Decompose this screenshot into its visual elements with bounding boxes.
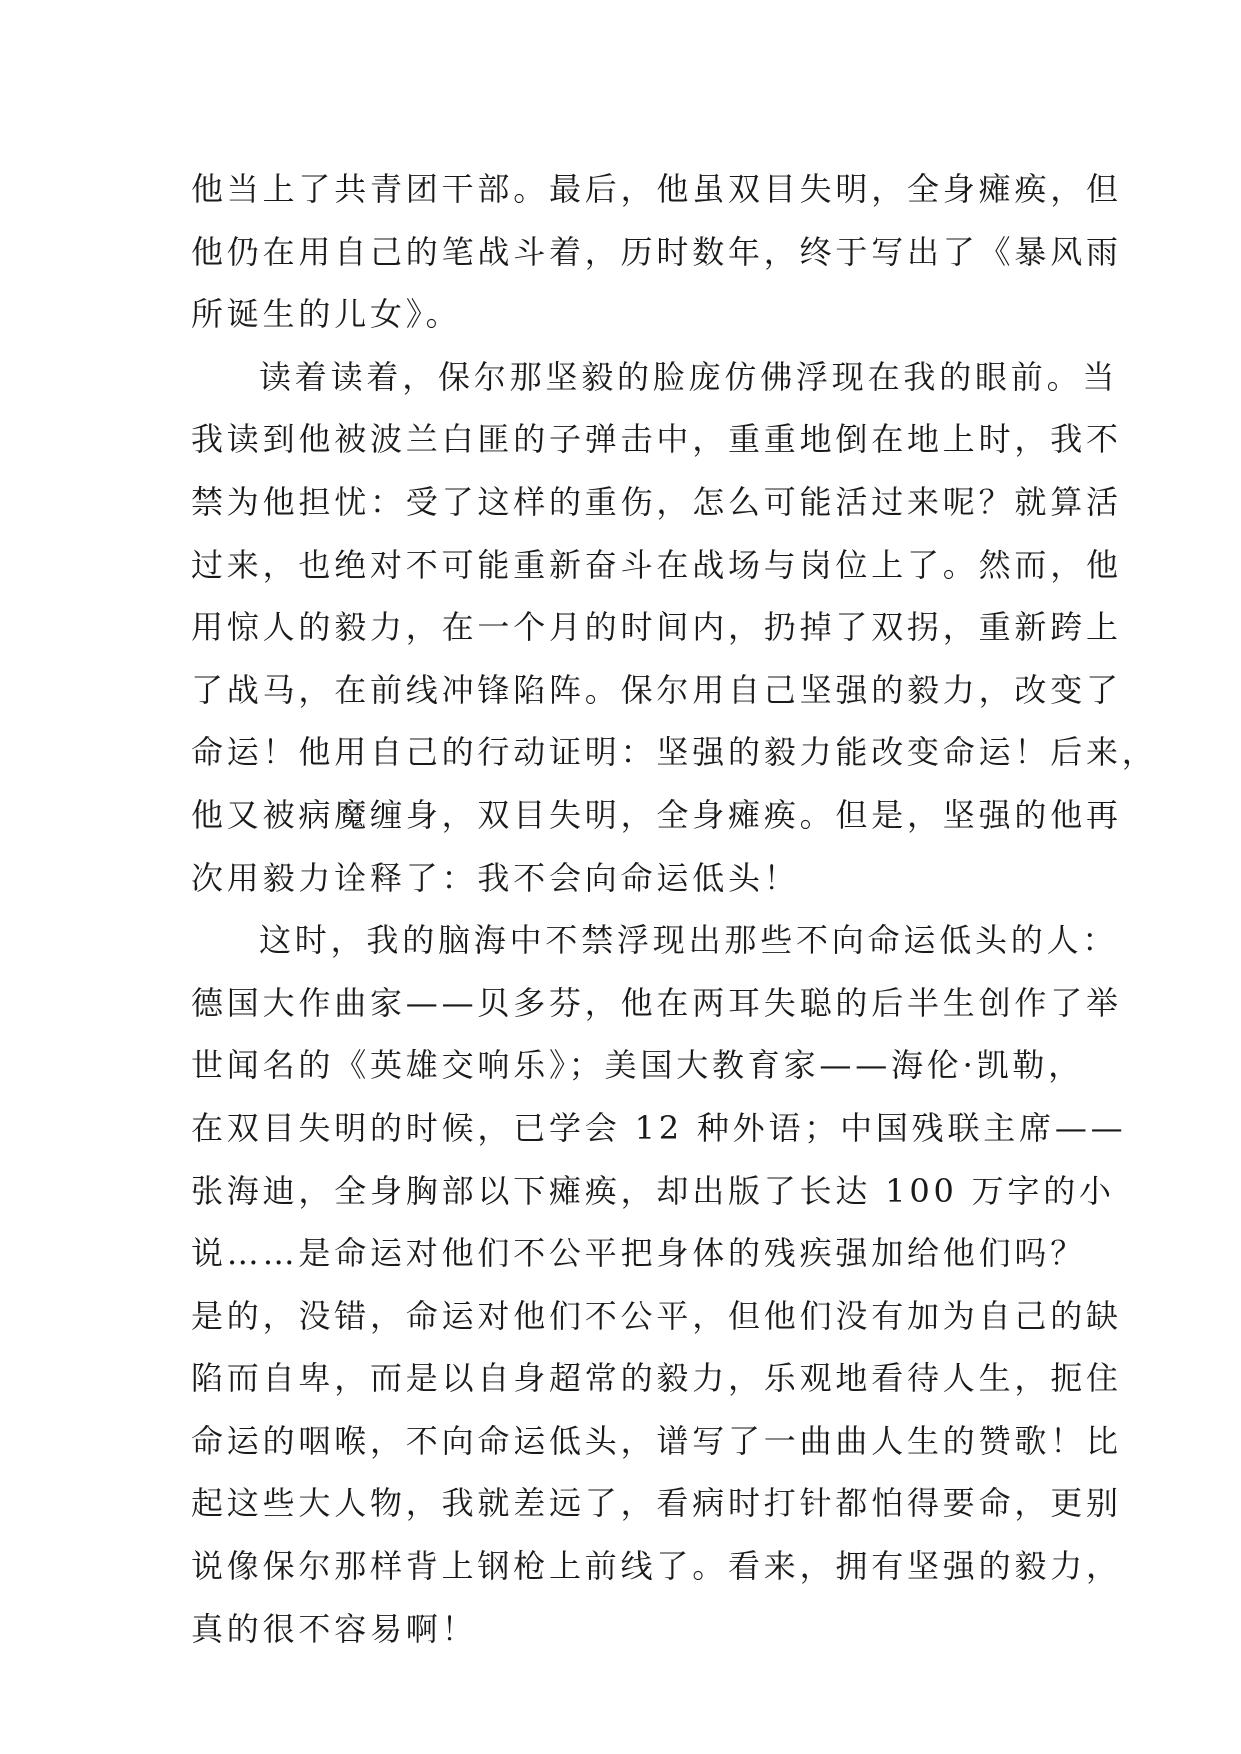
text-line: 他仍在用自己的笔战斗着，历时数年，终于写出了《暴风雨 bbox=[191, 232, 1122, 271]
text-line: 在双目失明的时候，已学会 12 种外语；中国残联主席—— bbox=[191, 1108, 1127, 1147]
text-line: 我读到他被波兰白匪的子弹击中，重重地倒在地上时，我不 bbox=[191, 420, 1122, 459]
text-line: 世闻名的《英雄交响乐》；美国大教育家——海伦·凯勒， bbox=[191, 1046, 1084, 1085]
text-line: 命运！他用自己的行动证明：坚强的毅力能改变命运！后来， bbox=[191, 733, 1158, 772]
text-line: 他当上了共青团干部。最后，他虽双目失明，全身瘫痪，但 bbox=[191, 170, 1122, 208]
text-line: 所诞生的儿女》。 bbox=[191, 295, 462, 334]
text-line: 命运的咽喉，不向命运低头，谱写了一曲曲人生的赞歌！比 bbox=[191, 1421, 1122, 1460]
text-line: 次用毅力诠释了：我不会向命运低头！ bbox=[191, 858, 800, 897]
text-line: 真的很不容易啊！ bbox=[191, 1609, 478, 1648]
paragraph-first-line: 这时，我的脑海中不禁浮现出那些不向命运低头的人： bbox=[259, 921, 1119, 960]
text-line: 起这些大人物，我就差远了，看病时打针都怕得要命，更别 bbox=[191, 1484, 1122, 1523]
body-text bbox=[191, 158, 1158, 1660]
text-line: 陷而自卑，而是以自身超常的毅力，乐观地看待人生，扼住 bbox=[191, 1359, 1122, 1398]
text-line: 说……是命运对他们不公平把身体的残疾强加给他们吗？ bbox=[191, 1234, 1087, 1273]
text-line: 了战马，在前线冲锋陷阵。保尔用自己坚强的毅力，改变了 bbox=[191, 670, 1122, 709]
text-line: 他又被病魔缠身，双目失明，全身瘫痪。但是，坚强的他再 bbox=[191, 795, 1122, 834]
text-line: 是的，没错，命运对他们不公平，但他们没有加为自己的缺 bbox=[191, 1296, 1122, 1335]
text-line: 用惊人的毅力，在一个月的时间内，扔掉了双拐，重新跨上 bbox=[191, 608, 1122, 647]
text-line: 张海迪，全身胸部以下瘫痪，却出版了长达 100 万字的小 bbox=[191, 1171, 1115, 1210]
paragraph-first-line: 读着读着，保尔那坚毅的脸庞仿佛浮现在我的眼前。当 bbox=[259, 357, 1119, 396]
text-line: 德国大作曲家——贝多芬，他在两耳失聪的后半生创作了举 bbox=[191, 983, 1122, 1022]
text-line: 说像保尔那样背上钢枪上前线了。看来，拥有坚强的毅力， bbox=[191, 1547, 1122, 1586]
text-line: 禁为他担忧：受了这样的重伤，怎么可能活过来呢？就算活 bbox=[191, 482, 1122, 521]
text-line: 过来，也绝对不可能重新奋斗在战场与岗位上了。然而，他 bbox=[191, 545, 1122, 584]
